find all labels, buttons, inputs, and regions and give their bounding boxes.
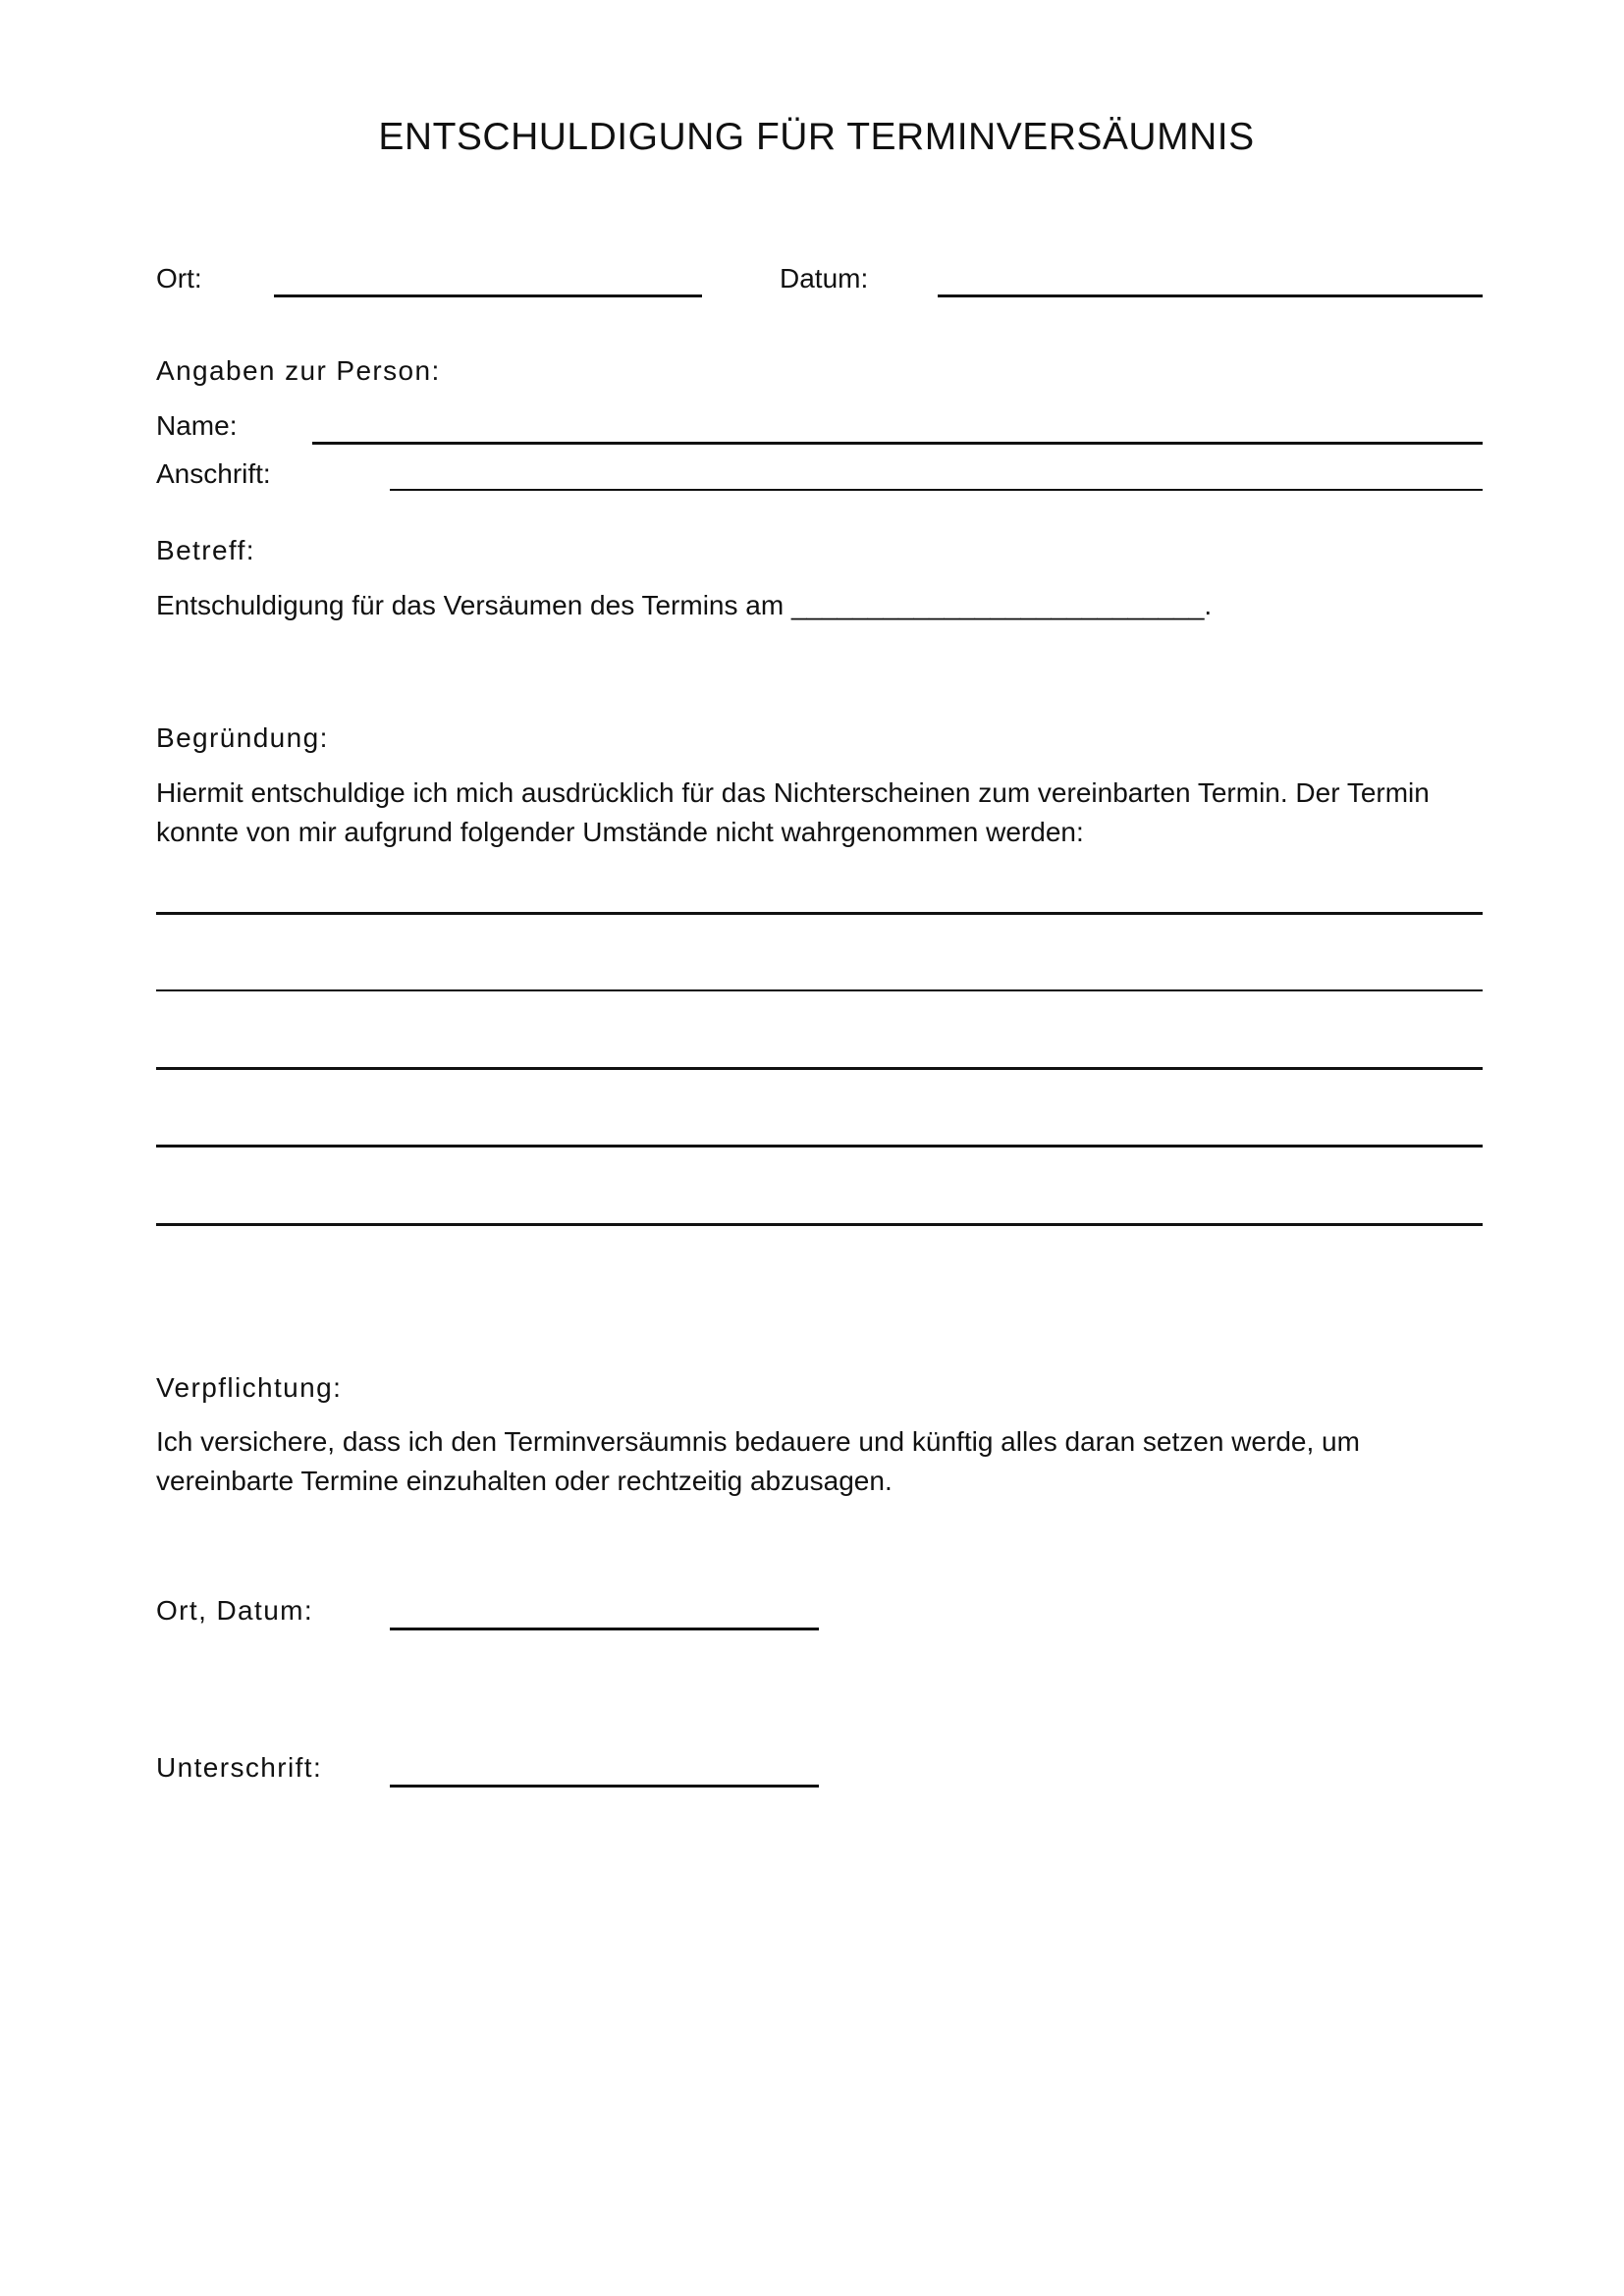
ort-input-line[interactable] xyxy=(274,294,702,297)
person-heading: Angaben zur Person: xyxy=(156,355,441,386)
begruendung-line-2[interactable] xyxy=(156,989,1483,991)
begruendung-heading: Begründung: xyxy=(156,722,329,753)
verpflichtung-heading: Verpflichtung: xyxy=(156,1372,343,1403)
anschrift-label: Anschrift: xyxy=(156,458,271,489)
begruendung-line-3[interactable] xyxy=(156,1067,1483,1070)
anschrift-input-line[interactable] xyxy=(390,489,1483,491)
begruendung-line-5[interactable] xyxy=(156,1223,1483,1226)
name-input-line[interactable] xyxy=(312,442,1483,445)
datum-label: Datum: xyxy=(780,263,869,294)
datum-input-line[interactable] xyxy=(938,294,1483,297)
begruendung-line-4[interactable] xyxy=(156,1145,1483,1148)
name-label: Name: xyxy=(156,410,238,441)
unterschrift-label: Unterschrift: xyxy=(156,1752,323,1783)
document-title: ENTSCHULDIGUNG FÜR TERMINVERSÄUMNIS xyxy=(378,116,1255,158)
begruendung-text: Hiermit entschuldige ich mich ausdrücklich für das Nichterscheinen zum vereinbarten Termin. Der Termin konnte von mir aufgrund folgender Umstände nicht wahrgenommen werden: xyxy=(156,777,1430,847)
ort-datum-label: Ort, Datum: xyxy=(156,1595,314,1626)
unterschrift-input-line[interactable] xyxy=(390,1785,819,1788)
begruendung-line-1[interactable] xyxy=(156,912,1483,915)
verpflichtung-text: Ich versichere, dass ich den Terminversäumnis bedauere und künftig alles daran setzen werde, um vereinbarte Termine einzuhalten oder rechtzeitig abzusagen. xyxy=(156,1426,1360,1496)
ort-label: Ort: xyxy=(156,263,202,294)
betreff-text: Entschuldigung für das Versäumen des Termins am ___________________________. xyxy=(156,590,1213,620)
betreff-heading: Betreff: xyxy=(156,535,255,565)
ort-datum-input-line[interactable] xyxy=(390,1628,819,1630)
